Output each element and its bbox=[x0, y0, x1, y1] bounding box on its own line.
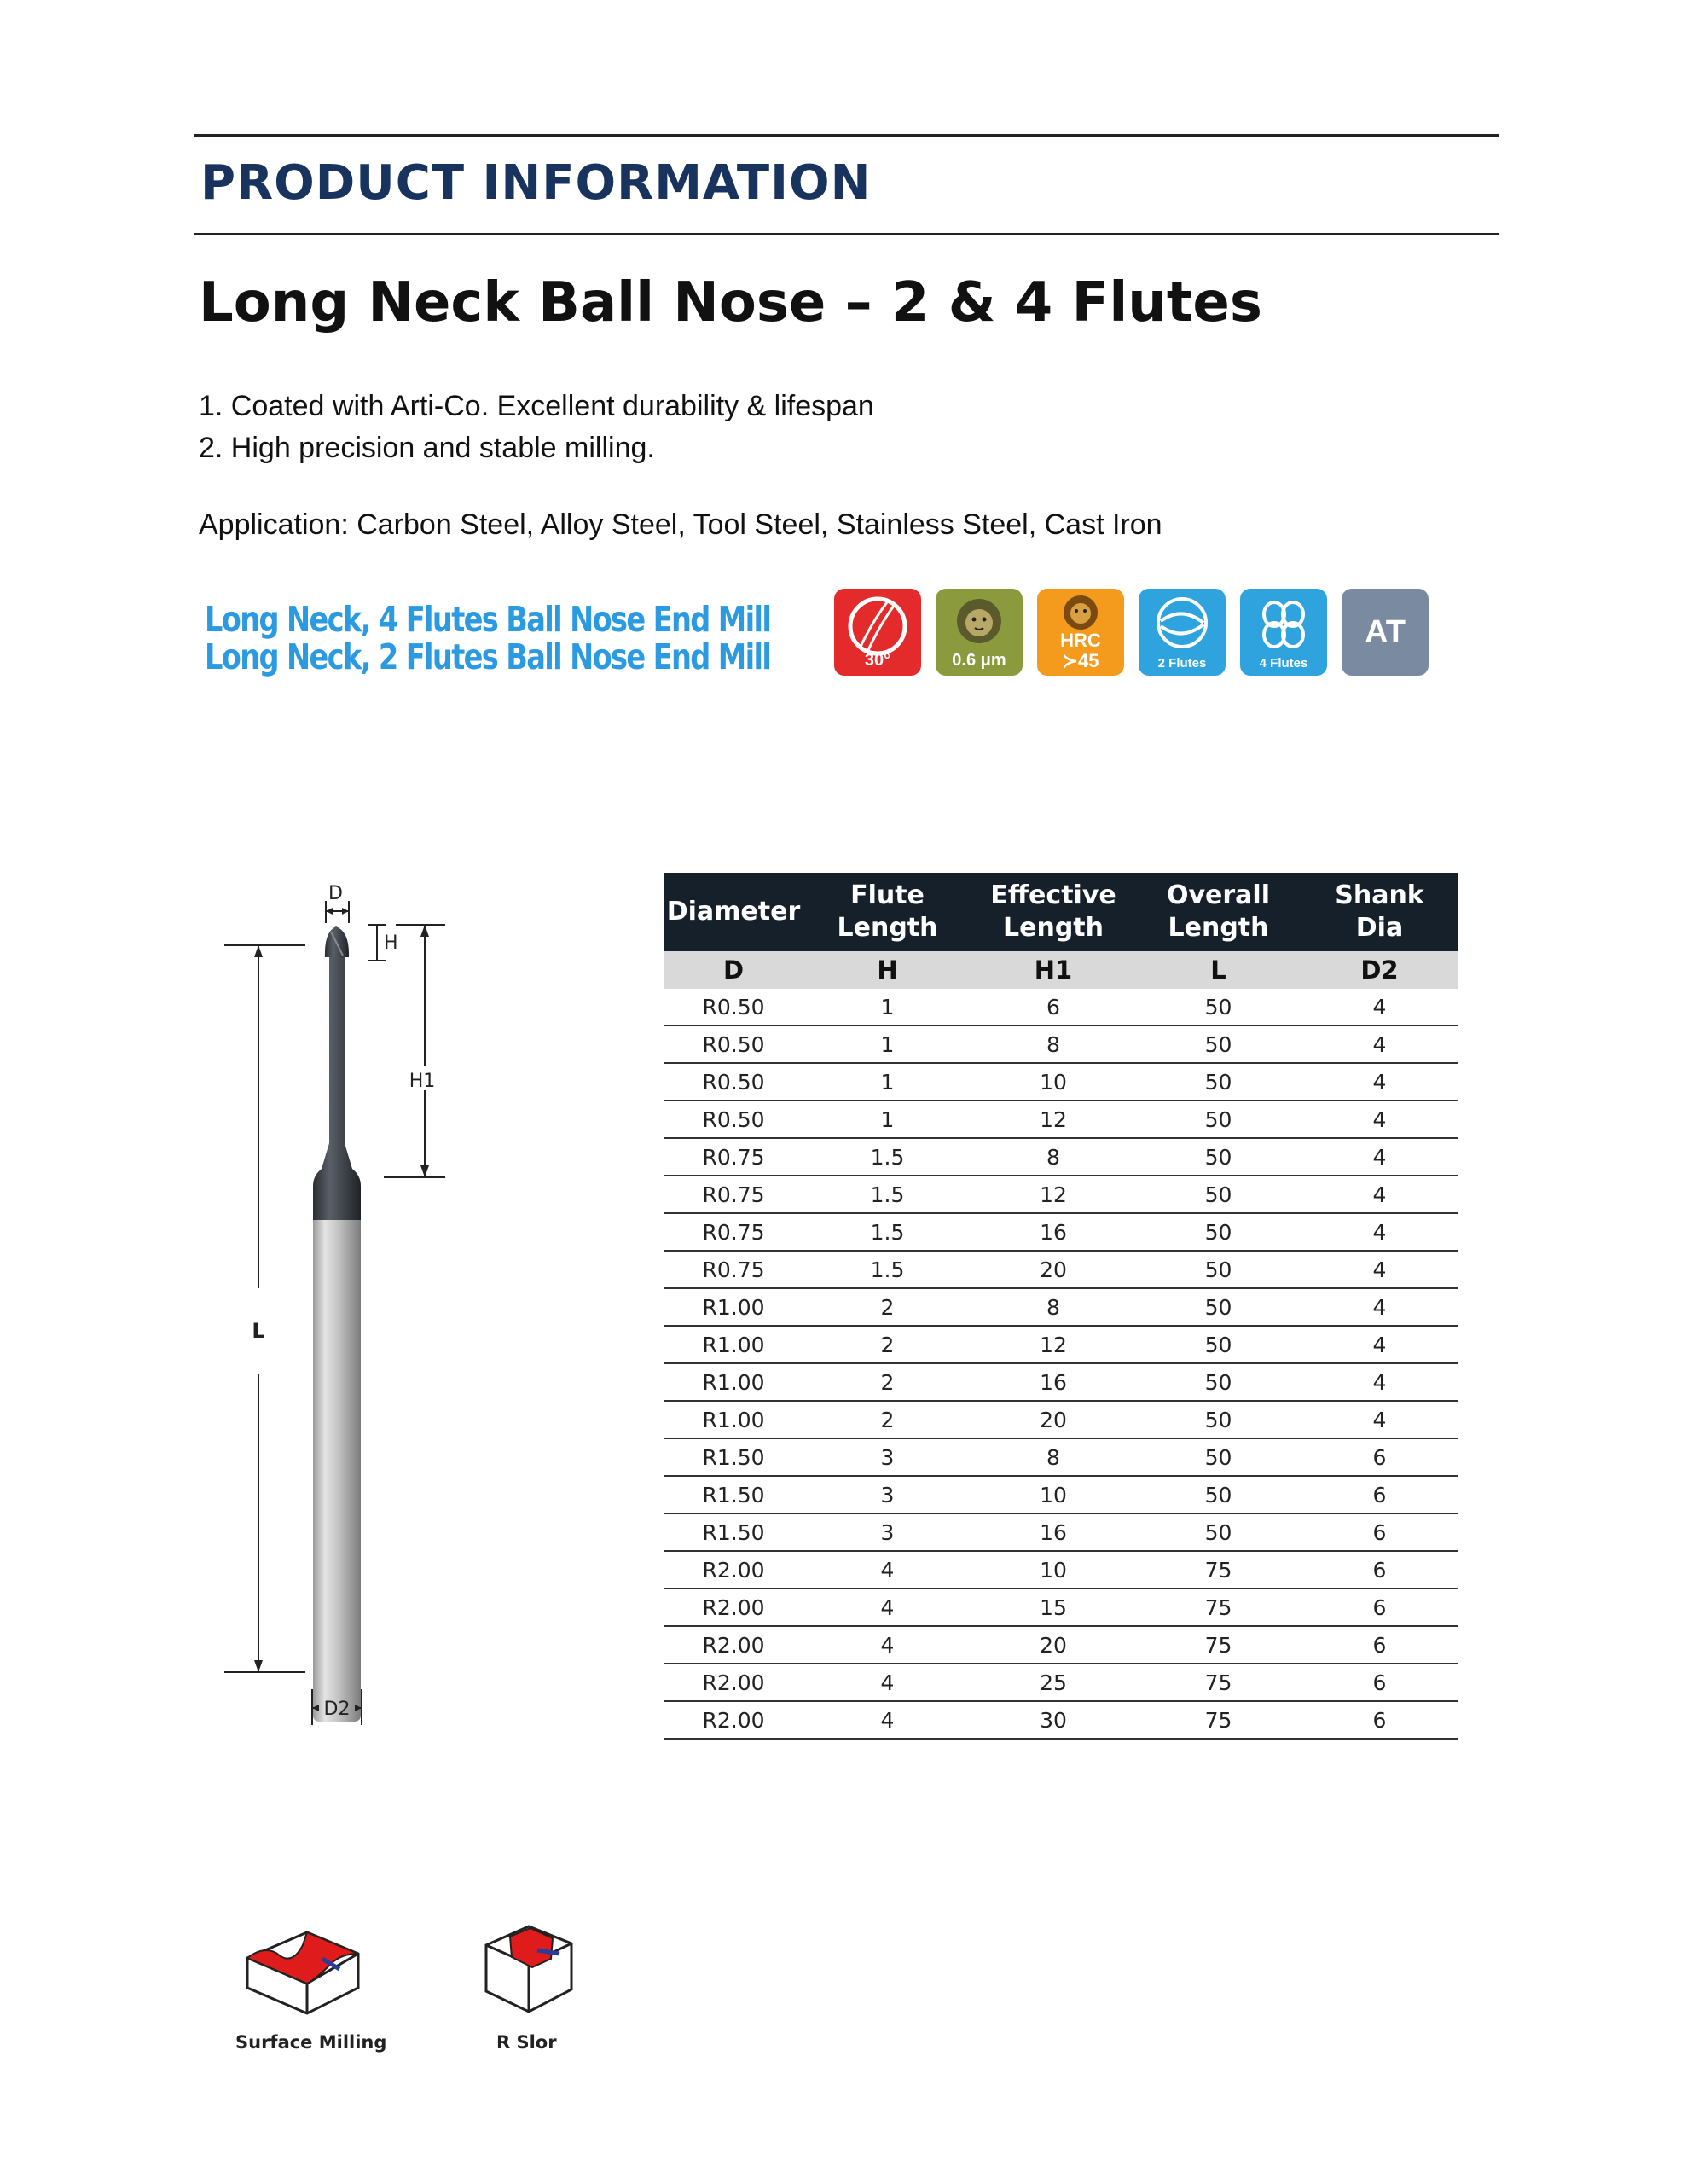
table-cell: R2.00 bbox=[664, 1626, 803, 1664]
surface-milling-icon bbox=[230, 1920, 384, 2030]
table-cell: 50 bbox=[1135, 1063, 1301, 1101]
table-cell: 16 bbox=[971, 1513, 1135, 1551]
table-row bbox=[664, 1701, 1458, 1739]
end-mill-diagram bbox=[154, 862, 495, 1757]
table-cell: 4 bbox=[1301, 1213, 1458, 1251]
symbol-cell: H1 bbox=[971, 951, 1135, 989]
table-cell: R1.50 bbox=[664, 1476, 803, 1513]
spec-table bbox=[664, 873, 1458, 1740]
table-cell: 2 bbox=[803, 1363, 971, 1401]
symbol-cell: L bbox=[1135, 951, 1301, 989]
table-cell: 50 bbox=[1135, 1476, 1301, 1513]
table-cell: 4 bbox=[1301, 1326, 1458, 1363]
table-row bbox=[664, 1476, 1458, 1513]
table-cell: 8 bbox=[971, 1288, 1135, 1326]
table-cell: 4 bbox=[1301, 1101, 1458, 1138]
table-cell: 25 bbox=[971, 1664, 1135, 1701]
table-cell: 1.5 bbox=[803, 1176, 971, 1213]
shank bbox=[313, 1220, 361, 1722]
two-flutes-badge bbox=[1139, 589, 1226, 676]
spec-table-body bbox=[664, 989, 1458, 1739]
table-cell: 3 bbox=[803, 1438, 971, 1476]
table-row bbox=[664, 1025, 1458, 1063]
table-row bbox=[664, 1363, 1458, 1401]
table-cell: 12 bbox=[971, 1101, 1135, 1138]
table-cell: 10 bbox=[971, 1551, 1135, 1589]
table-cell: 6 bbox=[971, 989, 1135, 1025]
table-row bbox=[664, 1589, 1458, 1626]
table-cell: 50 bbox=[1135, 1101, 1301, 1138]
badge-label: 4 Flutes bbox=[1259, 656, 1308, 671]
table-cell: 6 bbox=[1301, 1551, 1458, 1589]
badge-label: 30° bbox=[864, 651, 891, 670]
table-row bbox=[664, 1101, 1458, 1138]
table-cell: R0.75 bbox=[664, 1213, 803, 1251]
table-cell: 15 bbox=[971, 1589, 1135, 1626]
table-cell: 16 bbox=[971, 1213, 1135, 1251]
table-cell: 50 bbox=[1135, 989, 1301, 1025]
table-cell: 8 bbox=[971, 1438, 1135, 1476]
symbol-cell: D bbox=[664, 951, 803, 989]
col-header-shank-dia: Shank Dia bbox=[1301, 873, 1458, 951]
table-cell: 2 bbox=[803, 1401, 971, 1438]
table-cell: 12 bbox=[971, 1176, 1135, 1213]
table-cell: R0.75 bbox=[664, 1251, 803, 1288]
table-cell: 4 bbox=[1301, 1251, 1458, 1288]
table-cell: 75 bbox=[1135, 1589, 1301, 1626]
table-cell: 3 bbox=[803, 1476, 971, 1513]
table-cell: 3 bbox=[803, 1513, 971, 1551]
table-cell: R1.00 bbox=[664, 1363, 803, 1401]
table-cell: 1.5 bbox=[803, 1251, 971, 1288]
table-cell: 8 bbox=[971, 1138, 1135, 1176]
surface-milling-illustration bbox=[230, 1920, 387, 2053]
four-flutes-badge bbox=[1240, 589, 1327, 676]
table-cell: R2.00 bbox=[664, 1664, 803, 1701]
table-row bbox=[664, 1176, 1458, 1213]
col-header-flute-length: Flute Length bbox=[803, 873, 971, 951]
table-cell: 4 bbox=[803, 1551, 971, 1589]
table-cell: 4 bbox=[803, 1701, 971, 1739]
table-cell: R2.00 bbox=[664, 1551, 803, 1589]
product-title: Long Neck Ball Nose – 2 & 4 Flutes bbox=[199, 271, 1262, 334]
table-cell: 50 bbox=[1135, 1025, 1301, 1063]
table-cell: 2 bbox=[803, 1288, 971, 1326]
table-cell: R1.00 bbox=[664, 1401, 803, 1438]
table-row bbox=[664, 1438, 1458, 1476]
table-cell: R1.00 bbox=[664, 1326, 803, 1363]
badge-label: 0.6 μm bbox=[952, 651, 1006, 670]
table-cell: R0.50 bbox=[664, 1063, 803, 1101]
table-cell: 50 bbox=[1135, 1251, 1301, 1288]
top-rule bbox=[194, 134, 1499, 136]
table-cell: 1 bbox=[803, 1101, 971, 1138]
table-cell: 12 bbox=[971, 1326, 1135, 1363]
table-cell: 4 bbox=[1301, 1025, 1458, 1063]
table-cell: 6 bbox=[1301, 1513, 1458, 1551]
table-cell: R0.75 bbox=[664, 1176, 803, 1213]
at-coating-icon: AT bbox=[1365, 614, 1406, 650]
application-text: Application: Carbon Steel, Alloy Steel, Tool Steel, Stainless Steel, Cast Iron bbox=[199, 508, 1162, 541]
table-cell: R1.50 bbox=[664, 1513, 803, 1551]
illustration-caption: Surface Milling bbox=[235, 2032, 387, 2053]
table-cell: 16 bbox=[971, 1363, 1135, 1401]
table-cell: 6 bbox=[1301, 1589, 1458, 1626]
table-cell: R0.50 bbox=[664, 1025, 803, 1063]
table-cell: 1.5 bbox=[803, 1213, 971, 1251]
table-cell: 8 bbox=[971, 1025, 1135, 1063]
col-header-diameter: Diameter bbox=[664, 873, 803, 951]
coating-thickness-badge bbox=[936, 589, 1023, 676]
table-cell: 10 bbox=[971, 1476, 1135, 1513]
symbol-cell: H bbox=[803, 951, 971, 989]
table-cell: 20 bbox=[971, 1401, 1135, 1438]
table-cell: 50 bbox=[1135, 1513, 1301, 1551]
table-row bbox=[664, 1288, 1458, 1326]
spec-table-header bbox=[664, 873, 1458, 951]
table-row bbox=[664, 1213, 1458, 1251]
table-cell: 50 bbox=[1135, 1213, 1301, 1251]
table-cell: 4 bbox=[1301, 1176, 1458, 1213]
section-title: PRODUCT INFORMATION bbox=[200, 155, 872, 211]
dim-label-l: L bbox=[252, 1319, 265, 1343]
table-cell: 4 bbox=[803, 1626, 971, 1664]
table-cell: R1.50 bbox=[664, 1438, 803, 1476]
table-cell: R1.00 bbox=[664, 1288, 803, 1326]
r-slot-illustration bbox=[478, 1920, 580, 2053]
table-cell: 50 bbox=[1135, 1438, 1301, 1476]
feature-item: 2. High precision and stable milling. bbox=[199, 432, 655, 464]
title-rule bbox=[194, 233, 1499, 235]
badge-label-top: HRC bbox=[1060, 630, 1101, 651]
table-cell: 50 bbox=[1135, 1363, 1301, 1401]
table-cell: 50 bbox=[1135, 1138, 1301, 1176]
feature-item: 1. Coated with Arti-Co. Excellent durability & lifespan bbox=[199, 390, 874, 422]
coating-type-badge bbox=[1342, 589, 1429, 676]
table-cell: 50 bbox=[1135, 1176, 1301, 1213]
table-row bbox=[664, 1326, 1458, 1363]
table-cell: 6 bbox=[1301, 1438, 1458, 1476]
dim-label-h: H bbox=[384, 932, 398, 954]
table-cell: 1 bbox=[803, 1063, 971, 1101]
table-cell: 6 bbox=[1301, 1664, 1458, 1701]
table-cell: 20 bbox=[971, 1251, 1135, 1288]
dim-label-d: D bbox=[328, 883, 343, 904]
helix-angle-badge bbox=[834, 589, 921, 676]
badge-label: 2 Flutes bbox=[1157, 656, 1207, 671]
table-cell: R0.75 bbox=[664, 1138, 803, 1176]
table-row bbox=[664, 1513, 1458, 1551]
table-cell: 75 bbox=[1135, 1551, 1301, 1589]
r-slot-icon bbox=[478, 1920, 580, 2030]
table-cell: 4 bbox=[1301, 1138, 1458, 1176]
table-row bbox=[664, 1063, 1458, 1101]
table-cell: R2.00 bbox=[664, 1589, 803, 1626]
table-cell: 1 bbox=[803, 1025, 971, 1063]
table-cell: R0.50 bbox=[664, 989, 803, 1025]
table-cell: 50 bbox=[1135, 1401, 1301, 1438]
table-cell: 50 bbox=[1135, 1326, 1301, 1363]
table-cell: 10 bbox=[971, 1063, 1135, 1101]
table-cell: 4 bbox=[803, 1589, 971, 1626]
feature-list bbox=[199, 386, 874, 469]
table-row bbox=[664, 1138, 1458, 1176]
table-cell: R0.50 bbox=[664, 1101, 803, 1138]
table-cell: 1 bbox=[803, 989, 971, 1025]
table-row bbox=[664, 1551, 1458, 1589]
badge-label: ≻45 bbox=[1062, 650, 1099, 671]
col-header-overall-length: Overall Length bbox=[1135, 873, 1301, 951]
table-cell: 1.5 bbox=[803, 1138, 971, 1176]
table-cell: 4 bbox=[1301, 1063, 1458, 1101]
illustration-caption: R Slor bbox=[496, 2032, 557, 2053]
table-cell: 4 bbox=[1301, 1401, 1458, 1438]
table-row bbox=[664, 989, 1458, 1025]
table-cell: 2 bbox=[803, 1326, 971, 1363]
table-cell: 6 bbox=[1301, 1626, 1458, 1664]
table-cell: 4 bbox=[1301, 1363, 1458, 1401]
table-cell: 75 bbox=[1135, 1701, 1301, 1739]
table-cell: 4 bbox=[1301, 1288, 1458, 1326]
neck bbox=[313, 947, 361, 1220]
table-cell: R2.00 bbox=[664, 1701, 803, 1739]
symbol-row bbox=[664, 951, 1458, 989]
table-cell: 4 bbox=[1301, 989, 1458, 1025]
table-cell: 6 bbox=[1301, 1476, 1458, 1513]
table-row bbox=[664, 1401, 1458, 1438]
table-cell: 4 bbox=[803, 1664, 971, 1701]
table-row bbox=[664, 1664, 1458, 1701]
symbol-cell: D2 bbox=[1301, 951, 1458, 989]
product-banner bbox=[205, 601, 770, 676]
banner-line-4-flutes: Long Neck, 4 Flutes Ball Nose End Mill bbox=[205, 599, 771, 640]
table-cell: 6 bbox=[1301, 1701, 1458, 1739]
col-header-effective-length: Effective Length bbox=[971, 873, 1135, 951]
table-row bbox=[664, 1251, 1458, 1288]
hardness-badge bbox=[1037, 589, 1124, 676]
dim-label-h1: H1 bbox=[409, 1071, 436, 1092]
dim-label-d2: D2 bbox=[323, 1699, 351, 1720]
banner-line-2-flutes: Long Neck, 2 Flutes Ball Nose End Mill bbox=[205, 636, 771, 677]
table-row bbox=[664, 1626, 1458, 1664]
table-cell: 30 bbox=[971, 1701, 1135, 1739]
table-cell: 75 bbox=[1135, 1664, 1301, 1701]
table-cell: 50 bbox=[1135, 1288, 1301, 1326]
table-cell: 75 bbox=[1135, 1626, 1301, 1664]
table-cell: 20 bbox=[971, 1626, 1135, 1664]
